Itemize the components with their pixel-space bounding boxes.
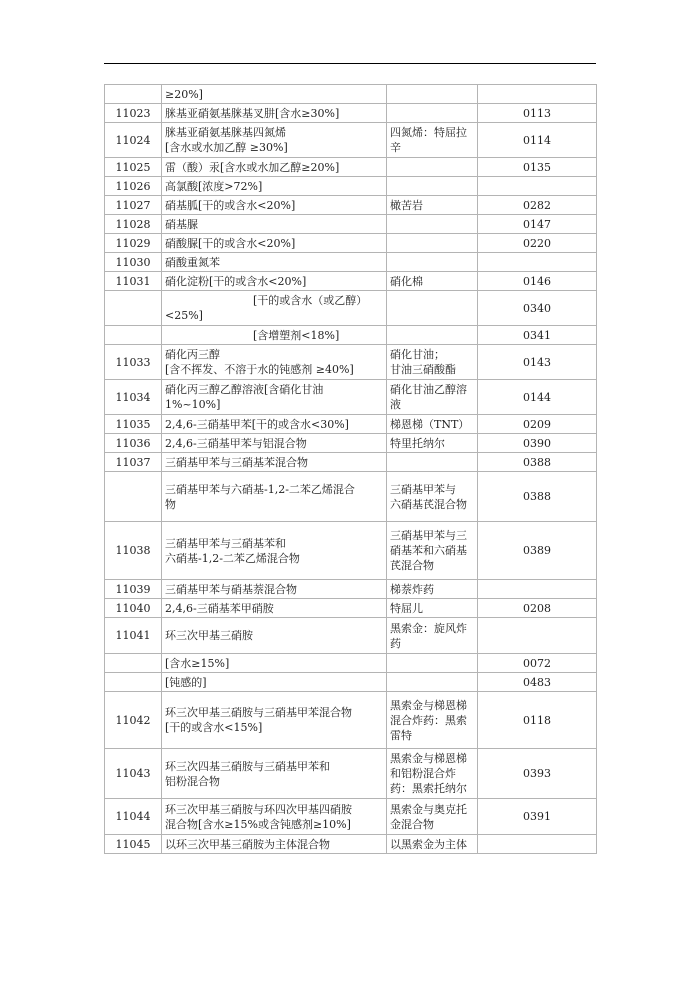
name-line: 脒基亚硝氨基脒基叉肼[含水≥30%] (165, 106, 340, 120)
name-line: ≥20%] (165, 87, 203, 101)
name-line: 物 (165, 497, 176, 511)
row-number: 11026 (105, 177, 162, 196)
row-number: 11039 (105, 580, 162, 599)
alias-line: 辛 (390, 141, 401, 154)
row-number: 11042 (105, 692, 162, 749)
row-alias (387, 599, 478, 618)
row-un-code: 0341 (478, 326, 597, 345)
alias-line: 黑索金与梯恩梯 (390, 698, 467, 712)
row-name (162, 835, 387, 854)
row-un-code (478, 618, 597, 654)
row-alias (387, 799, 478, 835)
row-un-code: 0146 (478, 272, 597, 291)
row-number: 11027 (105, 196, 162, 215)
alias-line: 黑索金与奥克托 (390, 802, 467, 816)
alias-line: 和铝粉混合炸 (390, 767, 456, 780)
row-name (162, 580, 387, 599)
table-row (105, 196, 597, 215)
table-row (105, 472, 597, 522)
table-row (105, 522, 597, 580)
row-name (162, 85, 387, 104)
row-name (162, 234, 387, 253)
row-alias (387, 453, 478, 472)
name-line: [干的或含水<15%] (165, 721, 263, 734)
row-alias (387, 215, 478, 234)
table-row (105, 272, 597, 291)
row-number (105, 654, 162, 673)
row-name (162, 673, 387, 692)
name-line: 2,4,6-三硝基甲苯[干的或含水<30%] (165, 417, 349, 431)
row-number: 11028 (105, 215, 162, 234)
row-number: 11033 (105, 345, 162, 380)
row-number: 11043 (105, 749, 162, 799)
row-number: 11036 (105, 434, 162, 453)
name-line: 硝酸重氮苯 (165, 255, 220, 269)
alias-line: 硝化棉 (390, 274, 423, 288)
row-name (162, 618, 387, 654)
name-line: 硝酸脲[干的或含水<20%] (165, 236, 296, 250)
name-line: [干的或含水（或乙醇） (165, 294, 368, 307)
row-number: 11044 (105, 799, 162, 835)
name-line: 2,4,6-三硝基甲苯与铝混合物 (165, 436, 307, 450)
row-number (105, 291, 162, 326)
row-un-code: 0483 (478, 673, 597, 692)
row-alias (387, 253, 478, 272)
row-number: 11034 (105, 380, 162, 415)
row-un-code: 0393 (478, 749, 597, 799)
row-number: 11024 (105, 123, 162, 158)
row-un-code: 0144 (478, 380, 597, 415)
row-un-code (478, 580, 597, 599)
row-un-code: 0209 (478, 415, 597, 434)
name-line: 硝基脲 (165, 217, 198, 231)
row-name (162, 380, 387, 415)
row-number: 11041 (105, 618, 162, 654)
row-un-code: 0391 (478, 799, 597, 835)
table-row (105, 453, 597, 472)
row-name (162, 799, 387, 835)
row-name (162, 215, 387, 234)
table-row (105, 835, 597, 854)
row-name (162, 253, 387, 272)
row-number (105, 673, 162, 692)
alias-line: 六硝基芪混合物 (390, 497, 467, 511)
row-name (162, 749, 387, 799)
row-alias (387, 291, 478, 326)
alias-line: 硝基苯和六硝基 (390, 544, 467, 557)
row-number (105, 326, 162, 345)
row-alias (387, 415, 478, 434)
alias-line: 硝化甘油乙醇溶 (390, 383, 467, 396)
row-alias (387, 234, 478, 253)
row-name (162, 272, 387, 291)
row-name (162, 434, 387, 453)
name-line: 环三次甲基三硝胺与环四次甲基四硝胺 (165, 802, 352, 816)
row-name (162, 654, 387, 673)
row-name (162, 415, 387, 434)
row-number: 11038 (105, 522, 162, 580)
row-alias (387, 580, 478, 599)
table-row (105, 234, 597, 253)
row-number (105, 85, 162, 104)
row-name (162, 692, 387, 749)
row-alias (387, 692, 478, 749)
name-line: 硝化丙三醇 (165, 348, 220, 361)
name-line: 混合物[含水≥15%或含钝感剂≥10%] (165, 817, 351, 831)
row-un-code: 0135 (478, 158, 597, 177)
name-line: 三硝基甲苯与六硝基-1,2-二苯乙烯混合 (165, 482, 355, 496)
row-un-code: 0147 (478, 215, 597, 234)
row-number: 11040 (105, 599, 162, 618)
row-number: 11023 (105, 104, 162, 123)
row-alias (387, 749, 478, 799)
row-un-code: 0390 (478, 434, 597, 453)
table-body (105, 85, 597, 854)
name-line: [含水或水加乙醇 ≥30%] (165, 141, 288, 154)
row-alias (387, 104, 478, 123)
name-line: 三硝基甲苯与硝基萘混合物 (165, 582, 297, 596)
table-row (105, 654, 597, 673)
alias-line: 芪混合物 (390, 559, 434, 572)
row-alias (387, 673, 478, 692)
table-row (105, 434, 597, 453)
row-alias (387, 326, 478, 345)
alias-line: 混合炸药：黑索 (390, 713, 467, 727)
row-un-code (478, 85, 597, 104)
alias-line: 金混合物 (390, 817, 434, 831)
alias-line: 橄苦岩 (390, 198, 423, 212)
table-row (105, 415, 597, 434)
table-row (105, 599, 597, 618)
table-row (105, 692, 597, 749)
name-line: 高氯酸[浓度>72%] (165, 179, 263, 193)
row-alias (387, 345, 478, 380)
row-name (162, 291, 387, 326)
row-un-code: 0114 (478, 123, 597, 158)
table-row (105, 618, 597, 654)
name-line: 铝粉混合物 (165, 774, 220, 788)
row-alias (387, 380, 478, 415)
row-number (105, 472, 162, 522)
name-line: 环三次甲基三硝胺 (165, 629, 253, 642)
table-row (105, 799, 597, 835)
table-row (105, 291, 597, 326)
alias-line: 液 (390, 398, 401, 411)
name-line: 三硝基甲苯与三硝基苯混合物 (165, 455, 308, 469)
name-line: 环三次四基三硝胺与三硝基甲苯和 (165, 759, 330, 773)
name-line: 以环三次甲基三硝胺为主体混合物 (165, 837, 330, 851)
row-name (162, 599, 387, 618)
row-un-code: 0208 (478, 599, 597, 618)
name-line: 1%~10%] (165, 398, 221, 411)
row-un-code (478, 253, 597, 272)
row-un-code: 0143 (478, 345, 597, 380)
table-row (105, 380, 597, 415)
row-number: 11037 (105, 453, 162, 472)
row-un-code (478, 177, 597, 196)
table-row (105, 673, 597, 692)
row-un-code: 0220 (478, 234, 597, 253)
row-un-code: 0388 (478, 472, 597, 522)
table-row (105, 580, 597, 599)
row-name (162, 326, 387, 345)
row-alias (387, 85, 478, 104)
table-row (105, 749, 597, 799)
name-line: [含不挥发、不溶于水的钝感剂 ≥40%] (165, 363, 354, 376)
row-number: 11029 (105, 234, 162, 253)
row-number: 11035 (105, 415, 162, 434)
row-un-code: 0389 (478, 522, 597, 580)
table-row (105, 123, 597, 158)
name-line: 脒基亚硝氨基脒基四氮烯 (165, 126, 286, 139)
alias-line: 黑索金与梯恩梯 (390, 752, 467, 765)
row-name (162, 196, 387, 215)
row-un-code (478, 835, 597, 854)
row-alias (387, 158, 478, 177)
alias-line: 甘油三硝酸酯 (390, 363, 456, 376)
row-alias (387, 123, 478, 158)
name-line: <25%] (165, 309, 203, 322)
alias-line: 药 (390, 636, 401, 650)
row-un-code: 0282 (478, 196, 597, 215)
row-un-code: 0118 (478, 692, 597, 749)
name-line: 六硝基-1,2-二苯乙烯混合物 (165, 551, 300, 565)
table-row (105, 177, 597, 196)
row-name (162, 345, 387, 380)
row-alias (387, 472, 478, 522)
row-name (162, 453, 387, 472)
row-number: 11045 (105, 835, 162, 854)
row-un-code: 0072 (478, 654, 597, 673)
alias-line: 药：黑索托纳尔 (390, 782, 467, 795)
alias-line: 梯恩梯（TNT） (390, 417, 470, 431)
row-alias (387, 522, 478, 580)
alias-line: 四氮烯：特屈拉 (390, 126, 467, 139)
name-line: 环三次甲基三硝胺与三硝基甲苯混合物 (165, 706, 352, 719)
row-name (162, 104, 387, 123)
row-alias (387, 618, 478, 654)
row-alias (387, 434, 478, 453)
name-line: 硝化丙三醇乙醇溶液[含硝化甘油 (165, 383, 324, 396)
row-number: 11025 (105, 158, 162, 177)
row-un-code: 0388 (478, 453, 597, 472)
row-name (162, 123, 387, 158)
alias-line: 雷特 (390, 728, 412, 742)
name-line: 硝化淀粉[干的或含水<20%] (165, 274, 307, 288)
row-alias (387, 654, 478, 673)
row-number: 11030 (105, 253, 162, 272)
name-line: 三硝基甲苯与三硝基苯和 (165, 536, 286, 550)
table-row (105, 326, 597, 345)
alias-line: 特里托纳尔 (390, 436, 445, 450)
row-alias (387, 835, 478, 854)
row-un-code: 0113 (478, 104, 597, 123)
table-row (105, 85, 597, 104)
name-line: 硝基胍[干的或含水<20%] (165, 198, 296, 212)
header-rule (104, 63, 596, 64)
name-line: [钝感的] (165, 675, 207, 689)
table-row (105, 345, 597, 380)
row-alias (387, 272, 478, 291)
row-name (162, 158, 387, 177)
table-row (105, 158, 597, 177)
alias-line: 黑索金：旋风炸 (390, 621, 467, 635)
row-number: 11031 (105, 272, 162, 291)
alias-line: 三硝基甲苯与 (390, 482, 456, 496)
name-line: [含水≥15%] (165, 656, 230, 670)
alias-line: 特屈儿 (390, 601, 423, 615)
row-un-code: 0340 (478, 291, 597, 326)
table-row (105, 104, 597, 123)
row-name (162, 177, 387, 196)
table-row (105, 253, 597, 272)
name-line: [含增塑剂<18%] (165, 328, 340, 342)
row-name (162, 522, 387, 580)
alias-line: 硝化甘油； (390, 348, 445, 361)
table-row (105, 215, 597, 234)
name-line: 2,4,6-三硝基苯甲硝胺 (165, 601, 274, 615)
dangerous-goods-table (104, 84, 597, 854)
row-alias (387, 196, 478, 215)
alias-line: 梯萘炸药 (390, 582, 434, 596)
name-line: 雷（酸）汞[含水或水加乙醇≥20%] (165, 160, 340, 174)
alias-line: 三硝基甲苯与三 (390, 529, 467, 542)
alias-line: 以黑索金为主体 (390, 837, 467, 851)
row-alias (387, 177, 478, 196)
row-name (162, 472, 387, 522)
